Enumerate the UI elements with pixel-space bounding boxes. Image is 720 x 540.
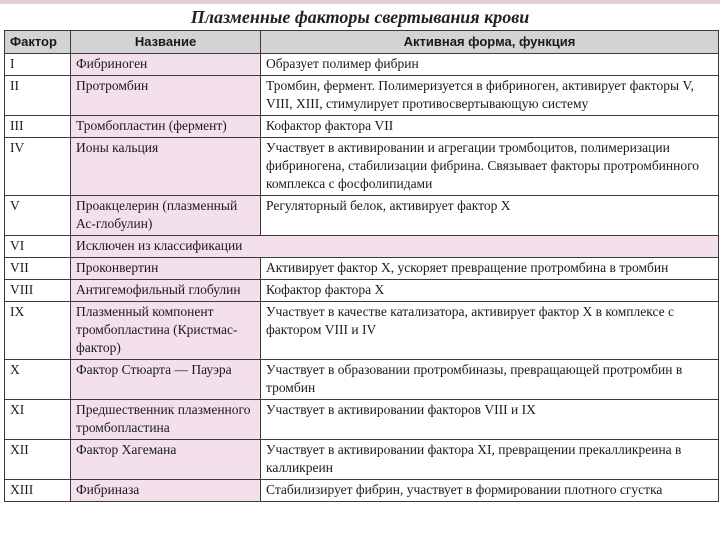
name-cell: Антигемофильный глобулин [71,280,261,302]
table-row [5,138,719,196]
function-cell: Участвует в активировании фактора XI, превращении прекалликреина в калликреин [261,440,719,480]
table-row [5,400,719,440]
table-row [5,280,719,302]
page-title: Плазменные факторы свертывания крови [190,7,530,27]
name-cell: Фактор Хагемана [71,440,261,480]
factor-cell: IV [5,138,71,196]
table-row [5,116,719,138]
factor-cell: II [5,76,71,116]
name-cell: Проконвертин [71,258,261,280]
factor-cell: VIII [5,280,71,302]
table-row [5,480,719,502]
name-cell: Фибриноген [71,54,261,76]
factor-cell: I [5,54,71,76]
table-row [5,440,719,480]
coagulation-factors-table [4,30,719,502]
factor-cell: VI [5,236,71,258]
name-cell: Плазменный компонент тромбопластина (Кристмас-фактор) [71,302,261,360]
header-factor: Фактор [5,31,71,54]
function-cell: Кофактор фактора X [261,280,719,302]
name-cell: Проакцелерин (плазменный Ас-глобулин) [71,196,261,236]
function-cell: Участвует в активировании факторов VIII и IX [261,400,719,440]
name-cell: Тромбопластин (фермент) [71,116,261,138]
factor-cell: V [5,196,71,236]
table-row [5,54,719,76]
table-row [5,360,719,400]
table-row [5,236,719,258]
table-row [5,76,719,116]
factor-cell: XIII [5,480,71,502]
function-cell: Тромбин, фермент. Полимеризуется в фибриноген, активирует факторы V, VIII, XIII, стимулирует противосвертывающую систему [261,76,719,116]
name-cell: Предшественник плазменного тромбопластина [71,400,261,440]
factor-cell: III [5,116,71,138]
function-cell: Участвует в образовании протромбиназы, превращающей протромбин в тромбин [261,360,719,400]
table-row [5,302,719,360]
function-cell: Регуляторный белок, активирует фактор X [261,196,719,236]
factor-cell: X [5,360,71,400]
merged-note-cell: Исключен из классификации [71,236,719,258]
factor-cell: VII [5,258,71,280]
factor-cell: XII [5,440,71,480]
header-function: Активная форма, функция [261,31,719,54]
factor-cell: XI [5,400,71,440]
factor-cell: IX [5,302,71,360]
header-name: Название [71,31,261,54]
function-cell: Участвует в качестве катализатора, активирует фактор X в комплексе с фактором VIII и IV [261,302,719,360]
function-cell: Образует полимер фибрин [261,54,719,76]
name-cell: Фактор Стюарта — Пауэра [71,360,261,400]
function-cell: Участвует в активировании и агрегации тромбоцитов, полимеризации фибриногена, стабилизации фибрина. Связывает факторы протромбинного комплекса с фосфолипидами [261,138,719,196]
name-cell: Протромбин [71,76,261,116]
header-row [5,31,719,54]
function-cell: Кофактор фактора VII [261,116,719,138]
function-cell: Активирует фактор X, ускоряет превращение протромбина в тромбин [261,258,719,280]
table-row [5,196,719,236]
function-cell: Стабилизирует фибрин, участвует в формировании плотного сгустка [261,480,719,502]
name-cell: Фибриназа [71,480,261,502]
table-row [5,258,719,280]
name-cell: Ионы кальция [71,138,261,196]
